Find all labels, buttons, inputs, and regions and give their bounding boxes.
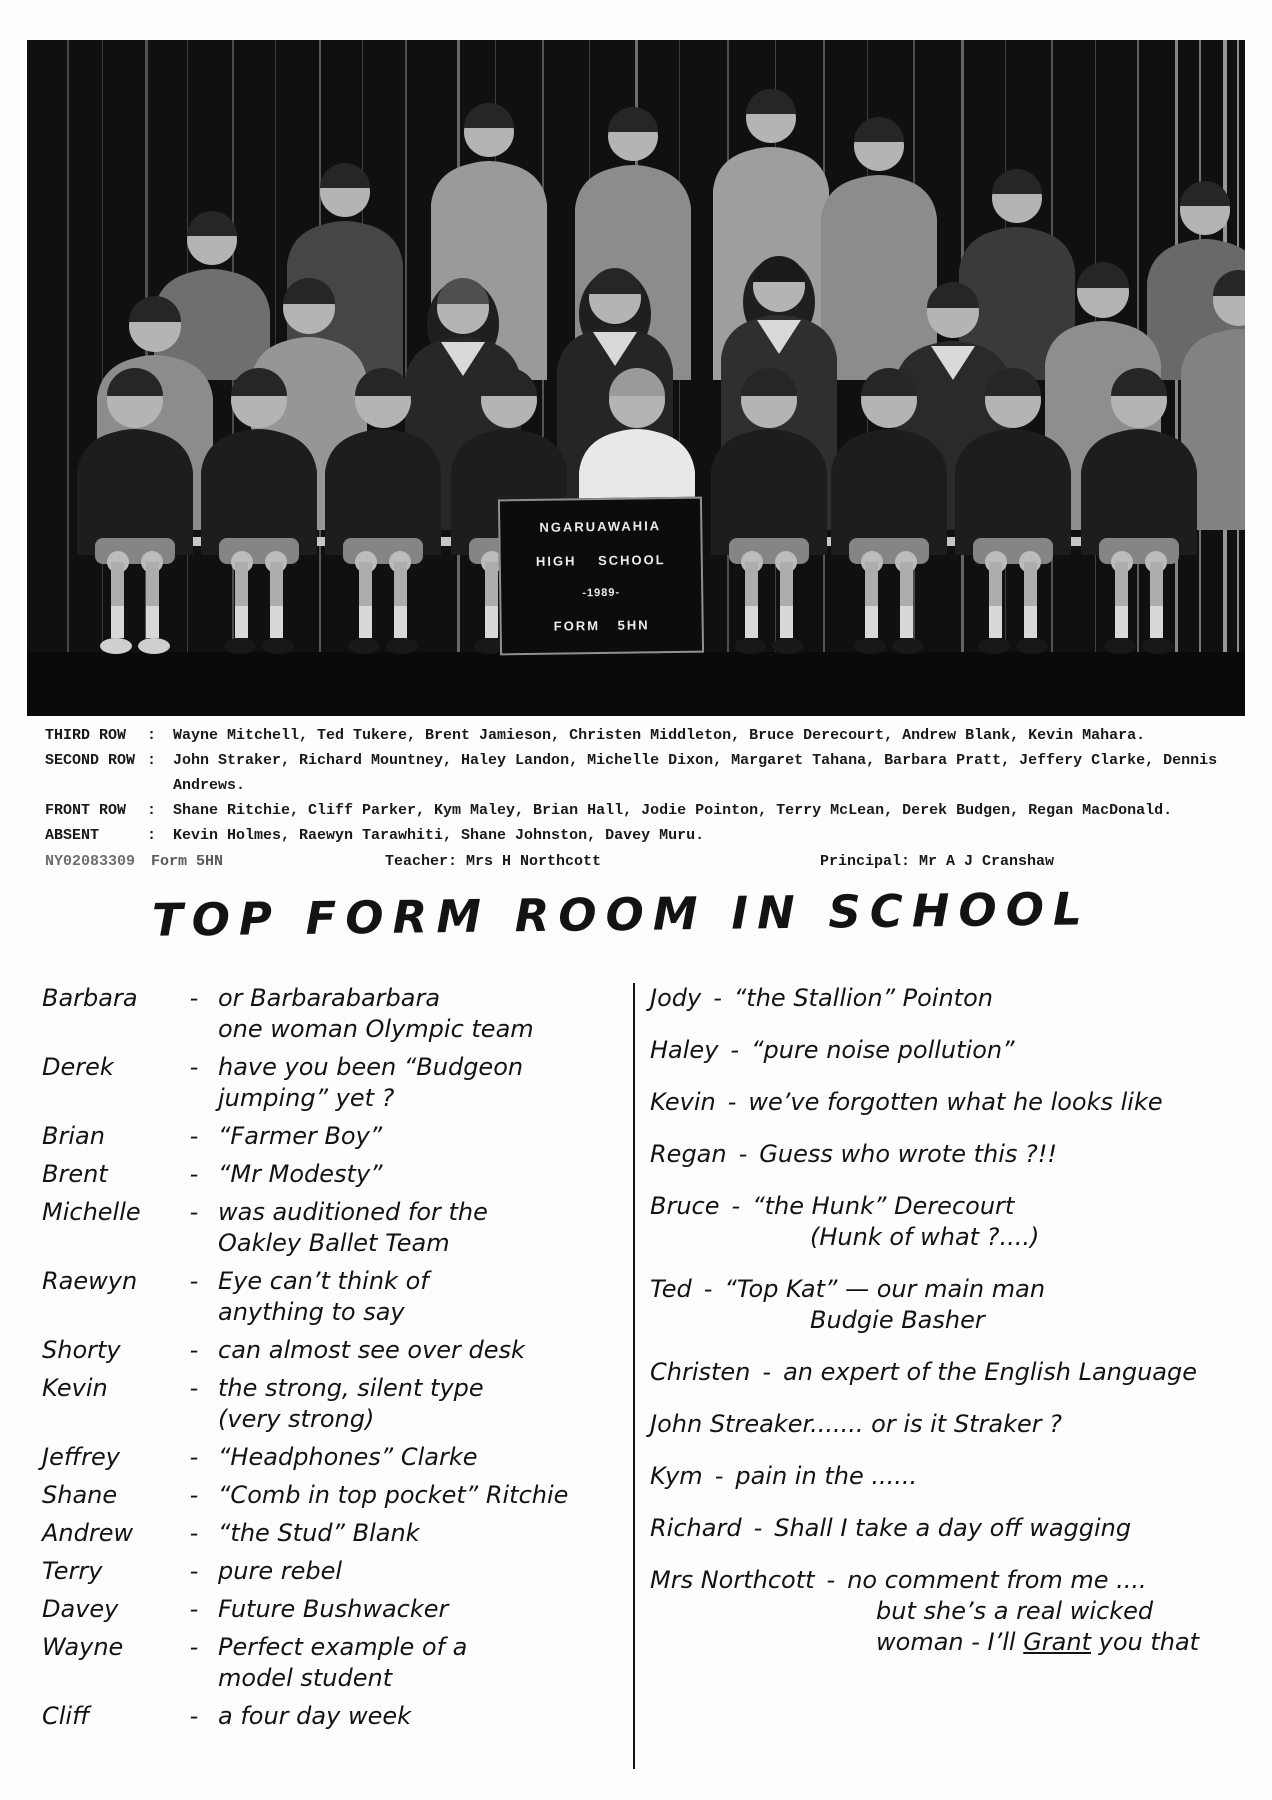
note-text-segment: woman - I’ll	[876, 1628, 1024, 1656]
caption-row-third	[45, 723, 1235, 748]
note-dash: -	[189, 1198, 199, 1226]
note-text: “Comb in top pocket” Ritchie	[218, 1481, 569, 1509]
note-text: can almost see over desk	[218, 1336, 525, 1364]
note-head	[42, 1701, 622, 1732]
note-text: pain in the ......	[735, 1462, 918, 1490]
note-head	[650, 1513, 1268, 1544]
class-photo	[27, 40, 1245, 716]
note-text: have you been “Budgeon	[218, 1053, 524, 1081]
teacher-label: Teacher: Mrs H Northcott	[385, 853, 602, 870]
note-continuation	[876, 1627, 1268, 1658]
form-label: Form 5HN	[151, 853, 224, 870]
note-dash: -	[189, 1122, 199, 1150]
note-head	[650, 1139, 1268, 1170]
note-head	[650, 983, 1268, 1014]
sign-form: FORM 5HN	[553, 617, 650, 634]
caption-row-second	[45, 748, 1235, 798]
note-text: “pure noise pollution”	[751, 1036, 1015, 1064]
sign-high-school: HIGH SCHOOL	[535, 552, 666, 569]
note-dash: -	[714, 1462, 724, 1490]
note-head	[650, 1357, 1268, 1388]
note-dash: -	[189, 1481, 199, 1509]
note-entry	[650, 983, 1268, 1014]
note-dash: -	[727, 1088, 737, 1116]
note-continuation: model student	[218, 1664, 393, 1692]
note-entry	[42, 1518, 622, 1549]
note-entry	[650, 1461, 1268, 1492]
note-text: “Mr Modesty”	[218, 1160, 383, 1188]
note-text: Future Bushwacker	[218, 1595, 449, 1623]
note-continuation: jumping” yet ?	[218, 1084, 395, 1112]
note-entry	[650, 1139, 1268, 1170]
note-name: Haley	[650, 1036, 719, 1064]
note-text: Shall I take a day off wagging	[774, 1514, 1132, 1542]
note-entry	[650, 1035, 1268, 1066]
note-entry	[42, 1266, 622, 1328]
note-name: Kevin	[650, 1088, 716, 1116]
note-head	[42, 1373, 622, 1404]
note-entry	[650, 1409, 1268, 1440]
caption-footer	[45, 849, 1235, 874]
note-name: Andrew	[42, 1519, 134, 1547]
note-head	[42, 1442, 622, 1473]
note-head	[42, 1594, 622, 1625]
school-sign	[498, 497, 704, 656]
note-head	[42, 1335, 622, 1366]
note-name: Christen	[650, 1358, 751, 1386]
note-name: Derek	[42, 1053, 114, 1081]
note-head	[42, 1052, 622, 1083]
caption-colon: :	[147, 752, 157, 769]
caption-names: Kevin Holmes, Raewyn Tarawhiti, Shane Johnston, Davey Muru.	[173, 827, 705, 844]
caption-row-front	[45, 798, 1235, 823]
note-entry	[42, 1442, 622, 1473]
caption-colon: :	[147, 802, 157, 819]
caption-label: ABSENT	[45, 827, 100, 844]
note-head	[650, 1087, 1268, 1118]
column-divider	[633, 983, 635, 1769]
note-name: Richard	[650, 1514, 742, 1542]
note-dash: -	[826, 1566, 836, 1594]
caption-colon: :	[147, 827, 157, 844]
principal-label: Principal: Mr A J Cranshaw	[820, 853, 1055, 870]
note-head	[42, 1632, 622, 1663]
note-dash: -	[189, 1053, 199, 1081]
caption-names: Shane Ritchie, Cliff Parker, Kym Maley, Brian Hall, Jodie Pointon, Terry McLean, Derek Budgen, Regan MacDonald.	[173, 802, 1173, 819]
photo-caption	[45, 723, 1235, 874]
note-entry	[42, 1121, 622, 1152]
note-dash: -	[189, 1160, 199, 1188]
note-entry	[42, 1335, 622, 1366]
note-head	[650, 1274, 1268, 1305]
note-name: John Streaker	[650, 1410, 811, 1438]
note-name: Cliff	[42, 1702, 90, 1730]
note-continuation: anything to say	[218, 1298, 405, 1326]
note-name: Jody	[650, 984, 702, 1012]
note-text: a four day week	[218, 1702, 412, 1730]
underlined-word: Grant	[1023, 1628, 1091, 1656]
sign-school-name: NGARUAWAHIA	[539, 518, 662, 535]
caption-row-absent	[45, 823, 1235, 848]
note-dash: -	[189, 1443, 199, 1471]
caption-names: Wayne Mitchell, Ted Tukere, Brent Jamieson, Christen Middleton, Bruce Derecourt, Andrew Blank, Kevin Mahara.	[173, 727, 1146, 744]
note-entry	[42, 1594, 622, 1625]
note-name: Ted	[650, 1275, 692, 1303]
note-dash: -	[753, 1514, 763, 1542]
note-entry	[42, 1701, 622, 1732]
note-dash: -	[713, 984, 722, 1012]
caption-names: John Straker, Richard Mountney, Haley Landon, Michelle Dixon, Margaret Tahana, Barbara Pratt, Jeffery Clarke, Dennis Andrews.	[173, 752, 1218, 794]
note-head	[42, 1480, 622, 1511]
note-entry	[650, 1274, 1268, 1336]
note-name: Jeffrey	[42, 1443, 120, 1471]
note-head	[42, 1159, 622, 1190]
note-continuation: (Hunk of what ?....)	[810, 1223, 1040, 1251]
note-head	[650, 1409, 1268, 1440]
note-name: Wayne	[42, 1633, 124, 1661]
note-dash: -	[703, 1275, 713, 1303]
note-entry	[650, 1087, 1268, 1118]
note-entry	[42, 1556, 622, 1587]
note-text: “the Hunk” Derecourt	[752, 1192, 1015, 1220]
note-dash: -	[189, 1374, 199, 1402]
note-text-segment: you that	[1091, 1628, 1200, 1656]
note-entry	[650, 1191, 1268, 1253]
note-continuation: Oakley Ballet Team	[218, 1229, 450, 1257]
caption-label: FRONT ROW	[45, 802, 127, 819]
note-name: Kym	[650, 1462, 703, 1490]
note-head	[650, 1461, 1268, 1492]
note-text: ....... or is it Straker ?	[810, 1410, 1062, 1438]
note-dash: -	[189, 984, 199, 1012]
note-entry	[42, 1632, 622, 1694]
note-dash: -	[189, 1702, 199, 1730]
note-text: “Headphones” Clarke	[218, 1443, 478, 1471]
note-text: no comment from me ....	[847, 1566, 1147, 1594]
note-name: Barbara	[42, 984, 138, 1012]
note-continuation: but she’s a real wicked	[876, 1597, 1154, 1625]
note-dash: -	[189, 1633, 199, 1661]
note-entry	[42, 1052, 622, 1114]
sign-year: -1989-	[582, 586, 621, 600]
caption-colon: :	[147, 727, 157, 744]
note-head	[42, 1197, 622, 1228]
note-text: Eye can’t think of	[218, 1267, 429, 1295]
note-name: Mrs Northcott	[650, 1566, 815, 1594]
notes-right-column	[650, 983, 1268, 1679]
note-entry	[650, 1565, 1268, 1658]
note-entry	[42, 983, 622, 1045]
note-name: Michelle	[42, 1198, 141, 1226]
note-text: Perfect example of a	[218, 1633, 468, 1661]
note-name: Shorty	[42, 1336, 121, 1364]
caption-label: SECOND ROW	[45, 752, 136, 769]
note-name: Brent	[42, 1160, 108, 1188]
note-dash: -	[730, 1036, 740, 1064]
note-continuation: (very strong)	[218, 1405, 375, 1433]
note-dash: -	[189, 1557, 199, 1585]
note-text: we’ve forgotten what he looks like	[748, 1088, 1163, 1116]
note-dash: -	[189, 1519, 199, 1547]
note-entry	[42, 1373, 622, 1435]
note-text: or Barbarabarbara	[218, 984, 441, 1012]
note-name: Regan	[650, 1140, 727, 1168]
note-dash: -	[189, 1336, 199, 1364]
note-text: was auditioned for the	[218, 1198, 488, 1226]
note-head	[42, 983, 622, 1014]
negative-code: NY02083309	[45, 853, 136, 870]
note-text: an expert of the English Language	[783, 1358, 1198, 1386]
note-dash: -	[189, 1267, 199, 1295]
note-dash: -	[731, 1192, 741, 1220]
note-text: “the Stallion” Pointon	[733, 984, 993, 1012]
note-name: Brian	[42, 1122, 105, 1150]
note-dash: -	[738, 1140, 748, 1168]
note-text: the strong, silent type	[218, 1374, 484, 1402]
notes-left-column	[42, 983, 622, 1739]
note-entry	[42, 1159, 622, 1190]
note-text: Guess who wrote this ?!!	[759, 1140, 1058, 1168]
page-title: TOP FORM ROOM IN SCHOOL	[151, 882, 1091, 947]
note-text: pure rebel	[218, 1557, 343, 1585]
note-head	[42, 1121, 622, 1152]
note-entry	[42, 1480, 622, 1511]
note-continuation: one woman Olympic team	[218, 1015, 534, 1043]
note-head	[42, 1518, 622, 1549]
note-name: Davey	[42, 1595, 119, 1623]
note-text: “Farmer Boy”	[218, 1122, 383, 1150]
note-name: Kevin	[42, 1374, 108, 1402]
note-text: “Top Kat” — our main man	[724, 1275, 1046, 1303]
note-head	[42, 1266, 622, 1297]
note-name: Bruce	[650, 1192, 720, 1220]
note-dash: -	[762, 1358, 772, 1386]
note-continuation: Budgie Basher	[810, 1306, 985, 1334]
note-entry	[42, 1197, 622, 1259]
note-head	[650, 1565, 1268, 1596]
caption-label: THIRD ROW	[45, 727, 127, 744]
note-head	[42, 1556, 622, 1587]
note-dash: -	[189, 1595, 199, 1623]
note-entry	[650, 1513, 1268, 1544]
note-name: Raewyn	[42, 1267, 138, 1295]
note-head	[650, 1035, 1268, 1066]
note-name: Shane	[42, 1481, 118, 1509]
note-head	[650, 1191, 1268, 1222]
note-entry	[650, 1357, 1268, 1388]
note-text: “the Stud” Blank	[218, 1519, 420, 1547]
note-name: Terry	[42, 1557, 103, 1585]
